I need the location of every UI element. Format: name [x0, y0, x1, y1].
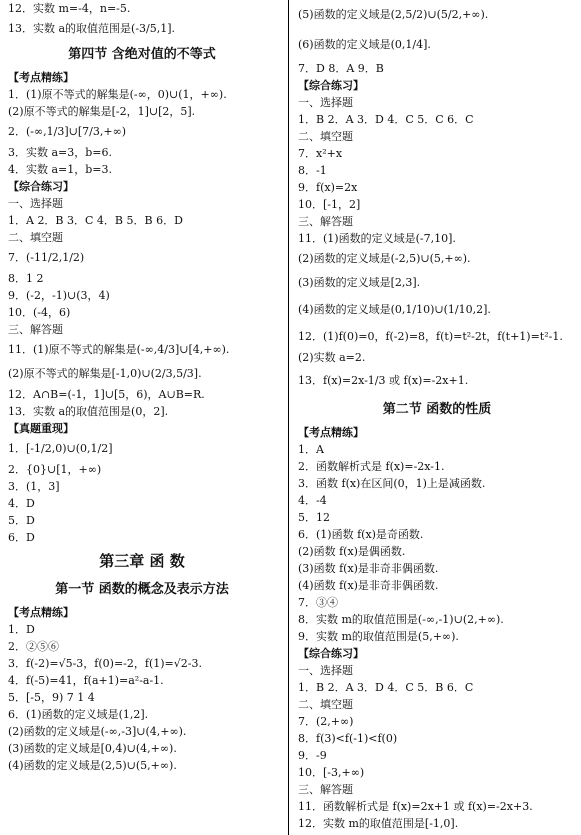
- right-column: [298, 0, 576, 832]
- answer-line: 7．③④: [298, 596, 338, 609]
- answer-line: 12．实数 m=-4，n=-5.: [8, 2, 131, 15]
- chapter-title: 第三章 函 数: [99, 552, 185, 570]
- answer-line: 11．(1)原不等式的解集是(-∞,4/3]∪[4,+∞).: [8, 343, 230, 356]
- answer-line: 6．D: [8, 531, 35, 544]
- answer-line: 6．(1)函数的定义域是(1,2].: [8, 708, 149, 721]
- column-divider: [288, 0, 289, 835]
- answer-line: 1．A 2．B 3．C 4．B 5．B 6．D: [8, 214, 183, 227]
- answer-line: 9．f(x)=2x: [298, 181, 358, 194]
- block-heading: 【综合练习】: [8, 180, 74, 193]
- answer-line: 6．(1)函数 f(x)是奇函数.: [298, 528, 424, 541]
- answer-line: 4．D: [8, 497, 35, 510]
- answer-line: 1．B 2．A 3．D 4．C 5．B 6．C: [298, 681, 474, 694]
- answer-line: 2．{0}∪[1，+∞): [8, 463, 102, 476]
- answer-line: 三、解答题: [298, 783, 353, 796]
- block-heading: 【真题重现】: [8, 422, 74, 435]
- section-title: 第四节 含绝对值的不等式: [68, 47, 216, 62]
- answer-line: 4．-4: [298, 494, 327, 507]
- answer-line: 1．D: [8, 623, 35, 636]
- answer-line: 8．1 2: [8, 272, 44, 285]
- answer-line: 二、填空题: [8, 231, 63, 244]
- block-heading: 【考点精练】: [8, 606, 74, 619]
- answer-line: (3)函数 f(x)是非奇非偶函数.: [298, 562, 439, 575]
- answer-line: 4．实数 a=1，b=3.: [8, 163, 113, 176]
- answer-line: 8．f(3)<f(-1)<f(0): [298, 732, 398, 745]
- answer-line: (4)函数的定义域是(2,5)∪(5,+∞).: [8, 759, 177, 772]
- answer-line: 2．函数解析式是 f(x)=-2x-1.: [298, 460, 445, 473]
- answer-line: 13．实数 a的取值范围是(0，2].: [8, 405, 169, 418]
- answer-line: 二、填空题: [298, 698, 353, 711]
- answer-line: 1．B 2．A 3．D 4．C 5．C 6．C: [298, 113, 474, 126]
- answer-line: (3)函数的定义域是[2,3].: [298, 276, 421, 289]
- answer-line: 8．实数 m的取值范围是(-∞,-1)∪(2,+∞).: [298, 613, 504, 626]
- answer-line: 7．x²+x: [298, 147, 343, 160]
- block-heading: 【考点精练】: [298, 426, 364, 439]
- answer-line: 4．f(-5)=41，f(a+1)=a²-a-1.: [8, 674, 164, 687]
- answer-line: 2．②⑤⑥: [8, 640, 59, 653]
- answer-line: (6)函数的定义域是(0,1/4].: [298, 38, 431, 51]
- answer-line: 7．(-11/2,1/2): [8, 251, 85, 264]
- answer-line: 13．f(x)=2x-1/3 或 f(x)=-2x+1.: [298, 374, 469, 387]
- answer-line: 1．[-1/2,0)∪(0,1/2]: [8, 442, 113, 455]
- answer-line: 9．实数 m的取值范围是(5,+∞).: [298, 630, 459, 643]
- answer-line: 11．(1)函数的定义域是(-7,10].: [298, 232, 456, 245]
- answer-line: 12．A∩B=(-1，1]∪[5，6)，A∪B=R.: [8, 388, 205, 401]
- answer-line: 3．(1，3]: [8, 480, 60, 493]
- answer-line: (2)函数的定义域是(-∞,-3]∪(4,+∞).: [8, 725, 187, 738]
- answer-line: 5．12: [298, 511, 330, 524]
- answer-line: (2)原不等式的解集是[-2，1]∪[2，5].: [8, 105, 196, 118]
- answer-line: 1．A: [298, 443, 324, 456]
- answer-line: 一、选择题: [8, 197, 63, 210]
- answer-line: 9．-9: [298, 749, 327, 762]
- answer-line: 一、选择题: [298, 664, 353, 677]
- section-title: 第一节 函数的概念及表示方法: [55, 582, 229, 597]
- answer-line: 11．函数解析式是 f(x)=2x+1 或 f(x)=-2x+3.: [298, 800, 533, 813]
- answer-line: 三、解答题: [298, 215, 353, 228]
- answer-line: 8．-1: [298, 164, 327, 177]
- block-heading: 【考点精练】: [8, 71, 74, 84]
- answer-line: 三、解答题: [8, 323, 63, 336]
- answer-line: 13．实数 a的取值范围是(-3/5,1].: [8, 22, 176, 35]
- answer-line: 3．函数 f(x)在区间(0，1)上是减函数.: [298, 477, 486, 490]
- answer-line: 7．D 8．A 9．B: [298, 62, 384, 75]
- answer-line: 10．[-1，2]: [298, 198, 361, 211]
- answer-line: (3)函数的定义域是[0,4)∪(4,+∞).: [8, 742, 177, 755]
- answer-line: 10．(-4，6): [8, 306, 71, 319]
- answer-line: 12．实数 m的取值范围是[-1,0].: [298, 817, 459, 830]
- answer-line: 二、填空题: [298, 130, 353, 143]
- answer-line: 10．[-3,+∞): [298, 766, 365, 779]
- answer-line: (2)函数 f(x)是偶函数.: [298, 545, 406, 558]
- section-title: 第二节 函数的性质: [382, 402, 492, 417]
- left-column: [8, 0, 276, 774]
- answer-line: 2．(-∞,1/3]∪[7/3,+∞): [8, 125, 127, 138]
- answer-line: (2)函数的定义域是(-2,5)∪(5,+∞).: [298, 252, 471, 265]
- answer-line: 3．实数 a=3，b=6.: [8, 146, 113, 159]
- answer-line: (4)函数的定义域是(0,1/10)∪(1/10,2].: [298, 303, 491, 316]
- answer-line: 12．(1)f(0)=0，f(-2)=8，f(t)=t²-2t，f(t+1)=t²-1.: [298, 330, 563, 343]
- answer-line: 一、选择题: [298, 96, 353, 109]
- answer-line: (2)原不等式的解集是[-1,0)∪(2/3,5/3].: [8, 367, 202, 380]
- answer-line: (2)实数 a=2.: [298, 351, 366, 364]
- answer-line: 9．(-2，-1)∪(3，4): [8, 289, 110, 302]
- answer-line: (4)函数 f(x)是非奇非偶函数.: [298, 579, 439, 592]
- answer-line: 3．f(-2)=√5-3，f(0)=-2，f(1)=√2-3.: [8, 657, 202, 670]
- answer-line: 1．(1)原不等式的解集是(-∞，0)∪(1，+∞).: [8, 88, 227, 101]
- block-heading: 【综合练习】: [298, 647, 364, 660]
- answer-line: 7．(2,+∞): [298, 715, 354, 728]
- block-heading: 【综合练习】: [298, 79, 364, 92]
- answer-line: 5．D: [8, 514, 35, 527]
- answer-line: 5．[-5，9) 7 1 4: [8, 691, 95, 704]
- answer-line: (5)函数的定义域是(2,5/2)∪(5/2,+∞).: [298, 8, 489, 21]
